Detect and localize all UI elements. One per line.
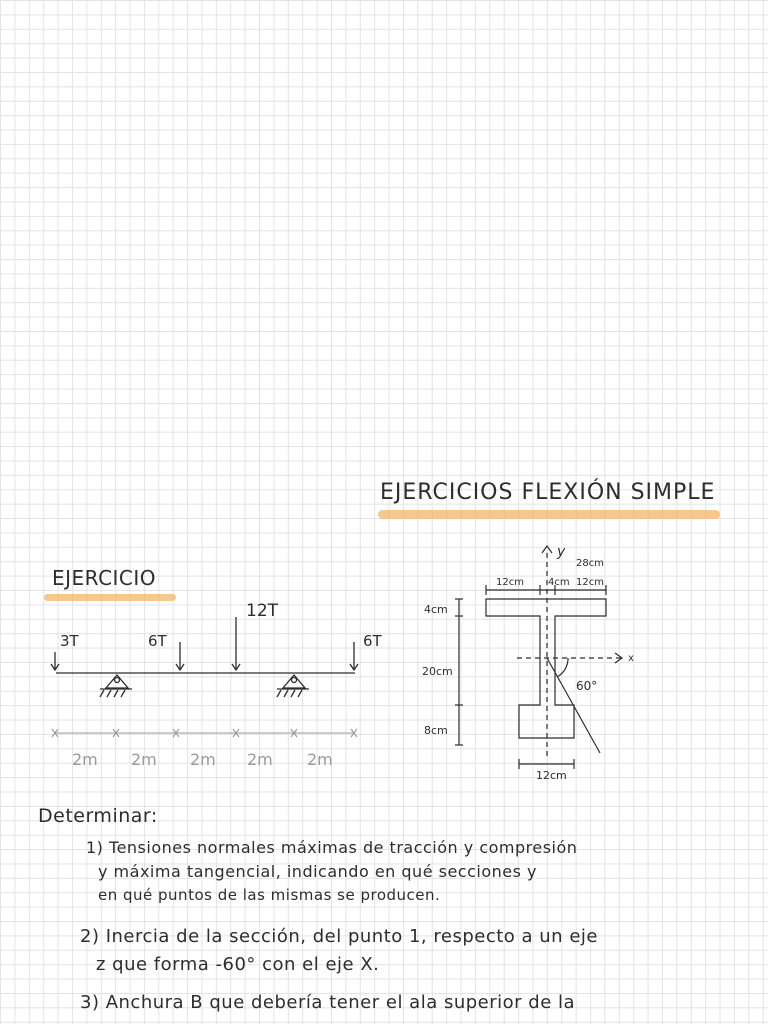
top-width-label: 28cm (576, 558, 604, 569)
flange-left-label: 12cm (496, 577, 524, 588)
span-label: 2m (190, 750, 216, 769)
load-label: 6T (363, 632, 382, 650)
height-label-1: 4cm (424, 603, 448, 616)
span-label: 2m (131, 750, 157, 769)
span-label: 2m (247, 750, 273, 769)
question-2-line-2: z que forma -60° con el eje X. (96, 954, 380, 975)
height-label-2: 20cm (422, 665, 453, 678)
angle-label: 60° (576, 679, 598, 693)
span-label: 2m (307, 750, 333, 769)
question-2-line-1: 2) Inercia de la sección, del punto 1, respecto a un eje (80, 926, 598, 947)
section-outline (486, 599, 606, 738)
question-3-line-1: 3) Anchura B que debería tener el ala superior de la (80, 992, 576, 1013)
bottom-width-label: 12cm (536, 769, 567, 782)
height-label-3: 8cm (424, 724, 448, 737)
question-1-line-1: 1) Tensiones normales máximas de tracción y compresión (86, 838, 578, 857)
exercise-label: EJERCICIO (52, 566, 157, 590)
load-label: 3T (60, 632, 79, 650)
web-width-label: 4cm (548, 577, 570, 588)
page-title: EJERCICIOS FLEXIÓN SIMPLE (380, 480, 716, 505)
span-label: 2m (72, 750, 98, 769)
load-label: 6T (148, 632, 167, 650)
determinar-heading: Determinar: (38, 805, 158, 827)
flange-right-label: 12cm (576, 577, 604, 588)
load-label: 12T (246, 601, 279, 621)
question-1-line-3: en qué puntos de las mismas se producen. (98, 886, 441, 904)
x-axis-label: x (628, 653, 634, 664)
question-1-line-2: y máxima tangencial, indicando en qué secciones y (98, 862, 537, 881)
y-axis-label: y (557, 544, 566, 560)
